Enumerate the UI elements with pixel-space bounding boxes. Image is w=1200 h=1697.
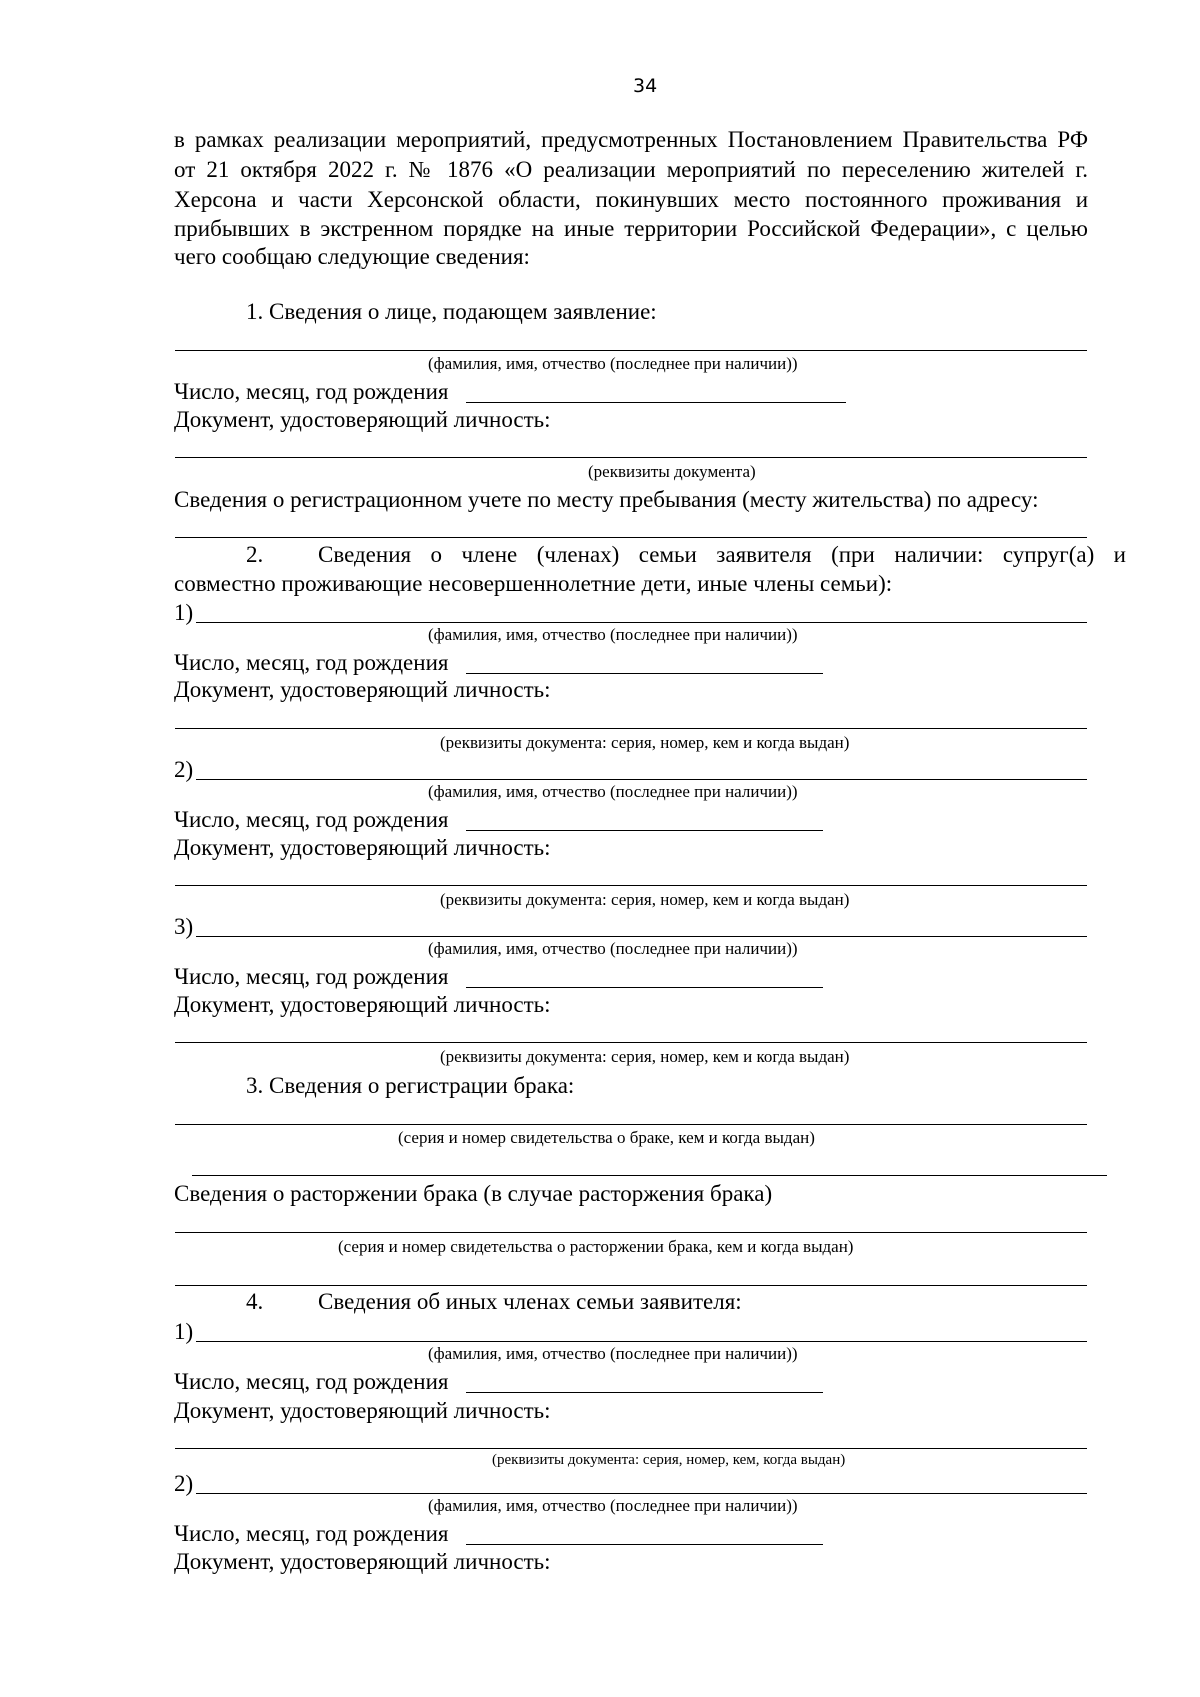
member-doc-field-line[interactable] — [175, 1448, 1087, 1449]
marriage-extra-line[interactable] — [192, 1175, 1107, 1176]
member-doc-caption: (реквизиты документа: серия, номер, кем и когда выдан) — [440, 890, 850, 909]
member-number: 2) — [174, 757, 194, 782]
member-doc-field-line[interactable] — [175, 1042, 1087, 1043]
fio-caption: (фамилия, имя, отчество (последнее при наличии)) — [428, 354, 798, 373]
member-doc-caption: (реквизиты документа: серия, номер, кем, когда выдан) — [492, 1452, 846, 1468]
member-birth-field-line[interactable] — [466, 673, 823, 674]
page-number: 34 — [633, 75, 658, 97]
section2-heading-line2: совместно проживающие несовершеннолетние дети, иные члены семьи): — [174, 571, 893, 596]
intro-line-1: в рамках реализации мероприятий, предусмотренных Постановлением Правительства РФ — [174, 127, 1088, 152]
member-fio-caption: (фамилия, имя, отчество (последнее при наличии)) — [428, 782, 798, 801]
member-fio-field-line[interactable] — [196, 936, 1087, 937]
birth-field-line[interactable] — [466, 402, 846, 403]
intro-line-2: от 21 октября 2022 г. № 1876 «О реализации мероприятий по переселению жителей г. — [174, 157, 1088, 182]
member-doc-caption: (реквизиты документа: серия, номер, кем и когда выдан) — [440, 733, 850, 752]
member-fio-caption: (фамилия, имя, отчество (последнее при наличии)) — [428, 939, 798, 958]
intro-line-3: Херсона и части Херсонской области, покинувших место постоянного проживания и — [174, 187, 1088, 212]
doc-field-line[interactable] — [175, 457, 1087, 458]
member-number: 2) — [174, 1471, 194, 1496]
registration-label: Сведения о регистрационном учете по месту пребывания (месту жительства) по адресу: — [174, 487, 1039, 512]
member-doc-label: Документ, удостоверяющий личность: — [174, 677, 551, 702]
member-doc-label: Документ, удостоверяющий личность: — [174, 1549, 551, 1574]
divorce-caption: (серия и номер свидетельства о расторжении брака, кем и когда выдан) — [338, 1237, 854, 1256]
member-fio-field-line[interactable] — [196, 779, 1087, 780]
divorce-label: Сведения о расторжении брака (в случае расторжения брака) — [174, 1181, 773, 1206]
section4-heading: Сведения об иных членах семьи заявителя: — [318, 1289, 742, 1314]
member-fio-field-line[interactable] — [196, 622, 1087, 623]
member-birth-label: Число, месяц, год рождения — [174, 807, 449, 832]
marriage-caption: (серия и номер свидетельства о браке, кем и когда выдан) — [398, 1128, 815, 1147]
member-fio-caption: (фамилия, имя, отчество (последнее при наличии)) — [428, 1496, 798, 1515]
member-birth-field-line[interactable] — [466, 1392, 823, 1393]
member-birth-label: Число, месяц, год рождения — [174, 1521, 449, 1546]
section4-heading-num: 4. — [246, 1289, 264, 1314]
member-birth-field-line[interactable] — [466, 987, 823, 988]
intro-line-4: прибывших в экстренном порядке на иные территории Российской Федерации», с целью — [174, 216, 1088, 241]
member-birth-label: Число, месяц, год рождения — [174, 650, 449, 675]
doc-label: Документ, удостоверяющий личность: — [174, 407, 551, 432]
member-number: 1) — [174, 600, 194, 625]
member-fio-field-line[interactable] — [196, 1493, 1087, 1494]
member-doc-field-line[interactable] — [175, 885, 1087, 886]
section1-heading: 1. Сведения о лице, подающем заявление: — [246, 299, 657, 324]
member-number: 1) — [174, 1319, 194, 1344]
member-doc-label: Документ, удостоверяющий личность: — [174, 835, 551, 860]
member-birth-label: Число, месяц, год рождения — [174, 964, 449, 989]
section2-heading-num: 2. — [246, 542, 264, 567]
member-doc-label: Документ, удостоверяющий личность: — [174, 992, 551, 1017]
member-number: 3) — [174, 914, 194, 939]
marriage-field-line[interactable] — [175, 1124, 1087, 1125]
member-fio-caption: (фамилия, имя, отчество (последнее при наличии)) — [428, 1344, 798, 1363]
section2-heading-line1: Сведения о члене (членах) семьи заявителя (при наличии: супруг(а) и — [318, 542, 1126, 567]
member-doc-label: Документ, удостоверяющий личность: — [174, 1398, 551, 1423]
member-doc-field-line[interactable] — [175, 728, 1087, 729]
member-doc-caption: (реквизиты документа: серия, номер, кем и когда выдан) — [440, 1047, 850, 1066]
member-birth-field-line[interactable] — [466, 830, 823, 831]
member-fio-caption: (фамилия, имя, отчество (последнее при наличии)) — [428, 625, 798, 644]
section3-heading: 3. Сведения о регистрации брака: — [246, 1073, 575, 1098]
fio-field-line[interactable] — [175, 350, 1087, 351]
member-fio-field-line[interactable] — [196, 1341, 1087, 1342]
birth-label: Число, месяц, год рождения — [174, 379, 449, 404]
divorce-field-line[interactable] — [175, 1232, 1087, 1233]
divorce-extra-line[interactable] — [175, 1285, 1087, 1286]
member-birth-field-line[interactable] — [466, 1544, 823, 1545]
doc-caption: (реквизиты документа) — [588, 462, 756, 481]
intro-line-5: чего сообщаю следующие сведения: — [174, 244, 530, 269]
registration-field-line[interactable] — [175, 537, 1087, 538]
member-birth-label: Число, месяц, год рождения — [174, 1369, 449, 1394]
